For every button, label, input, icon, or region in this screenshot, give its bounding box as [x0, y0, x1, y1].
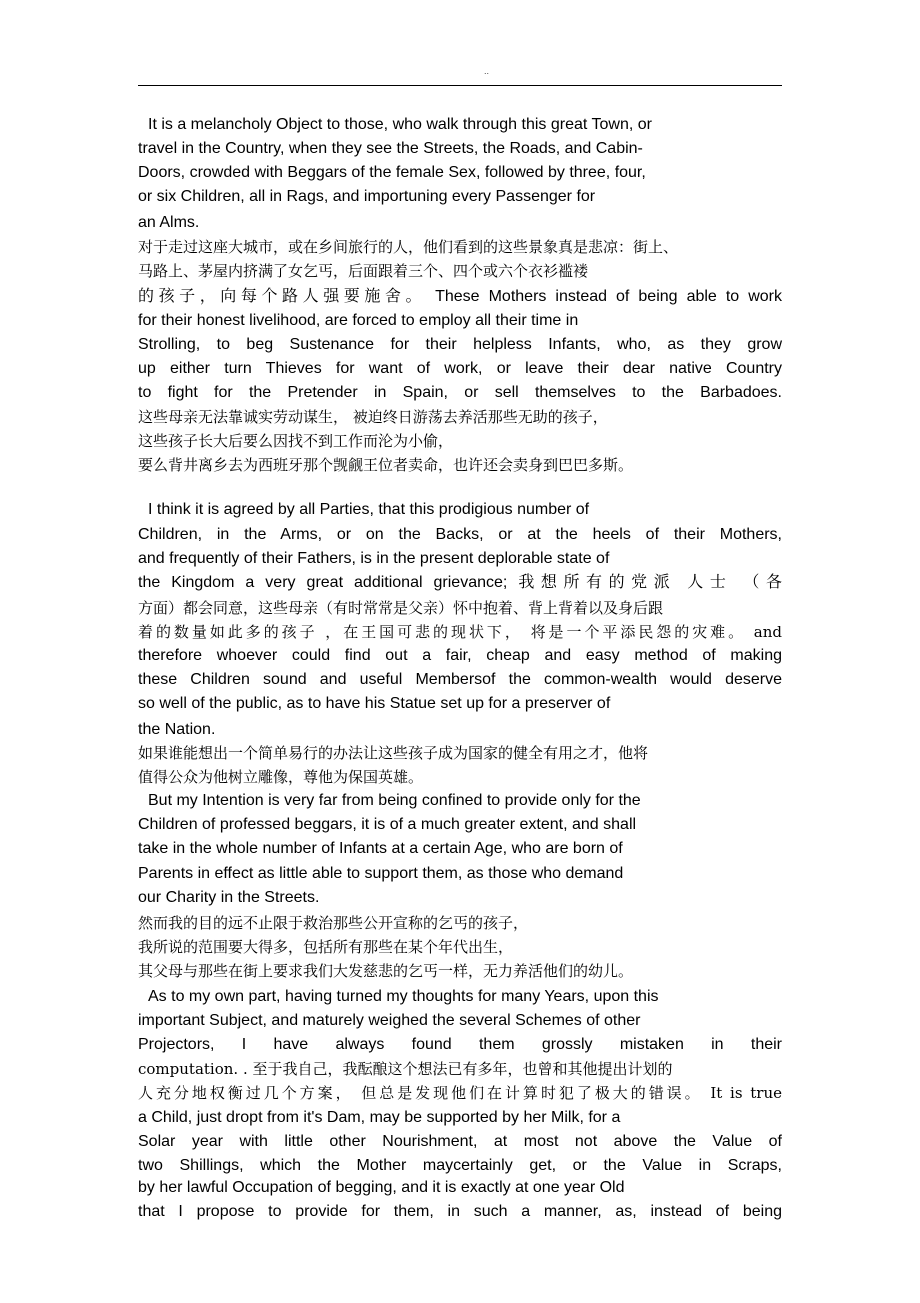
text-line: up either turn Thieves for want of work, or leave their dear native Country	[138, 360, 782, 377]
text-line: that I propose to provide for them, in such a manner, as, instead of being	[138, 1203, 782, 1220]
text-line-cn: 方面）都会同意，这些母亲（有时常常是父亲）怀中抱着、背上背着以及身后跟	[138, 599, 664, 617]
text-line: Children of professed beggars, it is of a much greater extent, and shall	[138, 816, 637, 833]
text-line: 的孩子，向每个路人强要施舍。 These Mothers instead of being able to work	[138, 288, 782, 305]
text-line-cn: 然而我的目的远不止限于救治那些公开宣称的乞丐的孩子，	[138, 914, 529, 932]
text-line: by her lawful Occupation of begging, and it is exactly at one year Old	[138, 1179, 625, 1196]
text-line: But my Intention is very far from being confined to provide only for the	[148, 792, 641, 809]
text-line-cn: 如果谁能想出一个简单易行的办法让这些孩子成为国家的健全有用之才，他将	[138, 744, 649, 762]
text-line: the Nation.	[138, 721, 216, 738]
text-line: to fight for the Pretender in Spain, or sell themselves to the Barbadoes.	[138, 384, 782, 401]
header-rule	[138, 85, 782, 86]
text-line: important Subject, and maturely weighed the several Schemes of other	[138, 1012, 641, 1029]
text-line: Doors, crowded with Beggars of the female Sex, followed by three, four,	[138, 164, 646, 181]
text-line-cn: 这些母亲无法靠诚实劳动谋生， 被迫终日游荡去养活那些无助的孩子，	[138, 408, 608, 426]
text-line: the Kingdom a very great additional grievance; 我想所有的党派 人士 （各	[138, 574, 782, 591]
text-line: It is a melancholy Object to those, who walk through this great Town, or	[148, 116, 652, 133]
text-line: Strolling, to beg Sustenance for their helpless Infants, who, as they grow	[138, 336, 782, 353]
text-line: therefore whoever could find out a fair, cheap and easy method of making	[138, 647, 782, 664]
text-line-cn: 对于走过这座大城市，或在乡间旅行的人，他们看到的这些景象真是悲凉：街上、	[138, 238, 679, 256]
text-line-cn: 马路上、茅屋内挤满了女乞丐，后面跟着三个、四个或六个衣衫褴褛	[138, 262, 589, 280]
text-line: for their honest livelihood, are forced to employ all their time in	[138, 312, 579, 329]
text-line: these Children sound and useful Membersof the common-wealth would deserve	[138, 671, 782, 688]
text-line: take in the whole number of Infants at a certain Age, who are born of	[138, 840, 623, 857]
text-line: and frequently of their Fathers, is in the present deplorable state of	[138, 550, 610, 567]
text-line: two Shillings, which the Mother maycertainly get, or the Value in Scraps,	[138, 1157, 782, 1174]
text-line: As to my own part, having turned my thoughts for many Years, upon this	[148, 988, 659, 1005]
text-line-cn: 要么背井离乡去为西班牙那个觊觎王位者卖命，也许还会卖身到巴巴多斯。	[138, 456, 634, 474]
text-line-cn: 其父母与那些在街上要求我们大发慈悲的乞丐一样，无力养活他们的幼儿。	[138, 962, 634, 980]
text-line-cn: 这些孩子长大后要么因找不到工作而沦为小偷，	[138, 432, 454, 450]
text-line: or six Children, all in Rags, and importuning every Passenger for	[138, 188, 596, 205]
text-line: travel in the Country, when they see the Streets, the Roads, and Cabin-	[138, 140, 643, 157]
text-line: an Alms.	[138, 214, 200, 231]
text-line: a Child, just dropt from it's Dam, may be supported by her Milk, for a	[138, 1109, 621, 1126]
text-line-cn: computation. . 至于我自己，我酝酿这个想法已有多年，也曾和其他提出计划的	[138, 1060, 673, 1078]
text-line: so well of the public, as to have his Statue set up for a preserver of	[138, 695, 611, 712]
text-line-cn: 着的数量如此多的孩子 ，在王国可悲的现状下， 将是一个平添民怨的灾难。 and	[138, 623, 782, 641]
text-line: Parents in effect as little able to support them, as those who demand	[138, 865, 624, 882]
text-line: Solar year with little other Nourishment, at most not above the Value of	[138, 1133, 782, 1150]
text-line: Projectors, I have always found them grossly mistaken in their	[138, 1036, 782, 1053]
text-line: our Charity in the Streets.	[138, 889, 320, 906]
text-line-cn: 人充分地权衡过几个方案， 但总是发现他们在计算时犯了极大的错误。 It is true	[138, 1084, 782, 1102]
text-line: Children, in the Arms, or on the Backs, or at the heels of their Mothers,	[138, 526, 782, 543]
text-line-cn: 值得公众为他树立雕像，尊他为保国英雄。	[138, 768, 424, 786]
page-header-mark: ..	[484, 66, 490, 76]
text-line: I think it is agreed by all Parties, that this prodigious number of	[148, 501, 590, 518]
text-line-cn: 我所说的范围要大得多，包括所有那些在某个年代出生，	[138, 938, 514, 956]
